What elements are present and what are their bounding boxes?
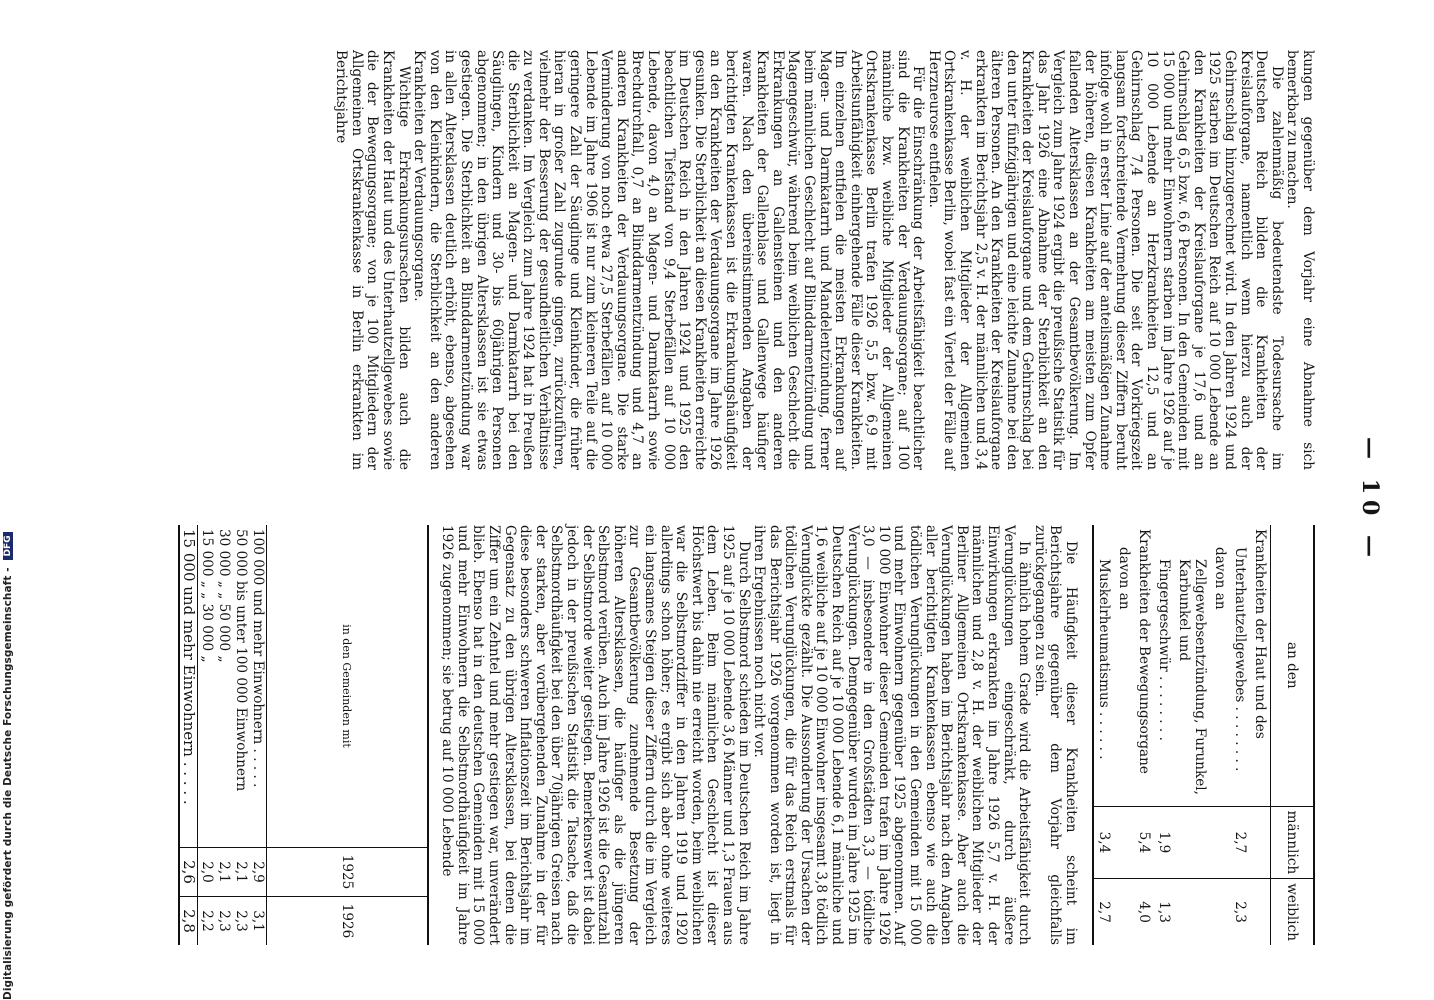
row-1925: 2,1 (215, 848, 232, 897)
row-male: 5,4 (1134, 806, 1154, 879)
table-row (197, 525, 215, 945)
row-female: 2,7 (1093, 879, 1114, 945)
table-row (1250, 525, 1271, 945)
table-row (1174, 525, 1210, 945)
table-row-total (179, 525, 198, 945)
table-row (1210, 525, 1230, 945)
dfg-logo: DFG (3, 532, 13, 559)
row-male (1210, 806, 1230, 879)
paragraph: Für die Einschränkung der Arbeitsfähigkeit beachtlicher sind die Krankheiten der Verdauungsorgane; auf 100 männliche bzw. weibliche Mitglieder der Allgemeinen Ortskrankenkasse Berlin trafen 1926 5,5 bzw. 6,9 mit Arbeitsunfähigkeit einhergehende Fälle dieser Krankheiten. Im einzelnen entfielen die meisten Erkrankungen auf Magen- und Darmkatarrh und Mandelentzündung, ferner beim männlichen Geschlecht auf Blinddarmentzündung und Magengeschwür, während beim weiblichen Geschlecht die Erkrankungen an Gallensteinen und den anderen Krankheiten der Gallenblase und Gallenwege häufiger waren. Nach den übereinstimmenden Angaben der berichtigten Krankenkassen ist die Erkrankungshäufigkeit an den Krankheiten der Verdauungsorgane im Jahre 1926 gesunken. Die Sterblichkeit an diesen Krankheiten erreichte im Deutschen Reich in den Jahren 1924 und 1925 den beachtlichen Tiefstand von 9,4 Sterbefällen auf 10 000 Lebende, davon 4,0 an Magen- und Darmkatarrh sowie Brechdurchfall, 0,7 an Blinddarmentzündung und 4,7 an anderen Krankheiten der Verdauungsorgane. Die starke Verminderung von noch etwa 27,5 Sterbefällen auf 10 000 Lebende im Jahre 1906 ist nur zum kleineren Teile auf die geringere Zahl der Säuglinge und Kleinkinder, die früher hieran in großer Zahl zugrunde gingen, zurückzuführen, vielmehr der Besserung der gesundheitlichen Verhältnisse zu verdanken. Im Vergleich zum Jahre 1924 hat in Preußen die Sterblichkeit an Magen- und Darmkatarrh bei den Säuglingen, Kindern und 30- bis 60jährigen Personen abgenommen; in den übrigen Altersklassen ist sie etwas gestiegen. Die Sterblichkeit an Blinddarmentzündung war in allen Altersklassen deutlich erhöht, ebenso, abgesehen von den Kleinkindern, die Sterblichkeit an den anderen Krankheiten der Verdauungsorgane. (411, 50, 927, 470)
row-label: 50 000 bis unter 100 000 Einwohnern (232, 529, 249, 792)
row-label: 15 000 „ „ 30 000 „ (198, 529, 215, 663)
row-1925: 2,6 (179, 848, 198, 897)
row-label: 100 000 und mehr Einwohnern . . . . . (249, 529, 266, 788)
row-label: davon an (1212, 547, 1228, 610)
row-1925: 2,0 (197, 848, 215, 897)
table-row (1154, 525, 1174, 945)
row-female (1174, 879, 1210, 945)
row-male (1250, 806, 1271, 879)
row-label: Zellgewebsentzündung, Furunkel, Karbunkel und (1176, 559, 1208, 795)
table-row (249, 525, 267, 945)
row-female (1114, 879, 1134, 945)
table-header-1925: 1925 (266, 848, 428, 897)
paragraph: kungen gegenüber dem Vorjahr eine Abnahme sich bemerkbar zu machen. (1284, 50, 1316, 470)
disease-table (1092, 525, 1315, 945)
row-label: davon an (1116, 547, 1132, 610)
row-male (1174, 806, 1210, 879)
row-label: Fingergeschwür . . . . . . . . (1156, 559, 1172, 741)
table-row (232, 525, 249, 945)
digitization-credit (2, 532, 14, 1000)
row-label: Krankheiten der Haut und des (1252, 529, 1268, 739)
left-column (333, 50, 1315, 470)
paragraph: Die zahlenmäßig bedeutendste Todesursache im Deutschen Reich bilden die Krankheiten der Kreislauforgane, namentlich wenn hierzu auch der Gehirnschlag hinzugerechnet wird. In den Jahren 1924 und 1925 starben im Deutschen Reich auf 10 000 Lebende an den Krankheiten der Kreislauforgane je 17,6 und an Gehirnschlag 6,5 bzw. 6,6 Personen. In den Gemeinden mit 15 000 und mehr Einwohnern starben im Jahre 1926 auf je 10 000 Lebende an Herzkrankheiten 12,5 und an Gehirnschlag 7,4 Personen. Die seit der Vorkriegszeit langsam fortschreitende Vermehrung dieser Ziffern beruht infolge wohl in erster Linie auf der anteilsmäßigen Zunahme der höheren, diesen Krankheiten am meisten zum Opfer fallenden Altersklassen an der Gesamtbevölkerung. Im Vergleich zum Jahre 1924 ergibt die preußische Statistik für das Jahr 1926 eine Abnahme der Sterblichkeit an den Krankheiten der Kreislauforgane und dem Gehirnschlag bei den unter fünfzigjährigen und eine leichte Zunahme bei den älteren Personen. An den Krankheiten der Kreislauforgane erkrankten im Berichtsjahr 2,5 v. H. der männlichen und 3,4 v. H. der weiblichen Mitglieder der Allgemeinen Ortskrankenkasse Berlin, wobei fast ein Viertel der Fälle auf Herzneurose entfielen. (925, 50, 1285, 470)
row-male (1114, 806, 1134, 879)
page-number: — 10 — (1357, 437, 1383, 563)
row-male: 3,4 (1093, 806, 1114, 879)
paragraph: Durch Selbstmord schieden im Deutschen Reich im Jahre 1925 auf je 10 000 Lebende 3,6 Männer und 1,3 Frauen aus dem Leben. Beim männlichen Geschlecht ist dieser Höchstwert bis dahin nie erreicht worden, beim weiblichen war die Selbstmordziffer in den Jahren 1919 und 1920 allerdings schon höher; es ergibt sich aber ohne weiteres ein langsames Steigen dieser Ziffern durch die im Vergleich zur Gesamtbevölkerung zunehmende Besetzung der höheren Altersklassen, die häufiger als die jüngeren Selbstmord verüben. Auch im Jahre 1926 ist die Gesamtzahl der Selbstmorde weiter gestiegen. Bemerkenswert ist dabei jedoch in der preußischen Statistik die Tatsache, daß die Selbstmordhäufigkeit bei den über 70jährigen Greisen nach der starken, aber vorübergehenden Zunahme in der für diese besonders schweren Inflationszeit im Berichtsjahr im Gegensatz zu den übrigen Altersklassen, bei denen die Ziffer um ein Zehntel und mehr gestiegen war, unverändert blieb. Ebenso hat in den deutschen Gemeinden mit 15 000 und mehr Einwohnern die Selbstmordhäufigkeit im Jahre 1926 zugenommen; sie betrug auf 10 000 Lebende (439, 525, 752, 945)
row-female: 1,3 (1154, 879, 1174, 945)
table-header-1926: 1926 (266, 897, 428, 946)
table-header-male: männlich (1271, 806, 1315, 879)
row-1926: 2,8 (179, 897, 198, 946)
row-1925: 2,9 (249, 848, 267, 897)
row-female (1250, 879, 1271, 945)
row-label: Unterhautzellgewebes . . . . . . . . (1232, 547, 1248, 772)
paragraph: In ähnlich hohem Grade wird die Arbeitsfähigkeit durch Verunglückungen eingeschränkt, durch äußere Einwirkungen erkrankten im Jahre 1926 5,7 v. H. der männlichen und 2,8 v. H. der weiblichen Mitglieder der Berliner Allgemeinen Ortskrankenkasse. Aber auch die Verunglückungen haben im Berichtsjahr nach den Angaben aller berichtigten Krankenkassen ebenso wie auch die tödlichen Verunglückungen in den Gemeinden mit 15 000 und mehr Einwohnern gegenüber 1925 abgenommen. Auf 10 000 Einwohner dieser Gemeinden trafen im Jahre 1926 3,0 — insbesondere in den Großstädten 3,3 — tödliche Verunglückungen. Demgegenüber wurden im Jahre 1925 im Deutschen Reich auf je 10 000 Lebende 6,1 männliche und 1,6 weibliche auf je 10 000 Einwohner insgesamt 3,8 tödlich Verunglückte gezählt. Die Aussonderung der Ursachen der tödlichen Verunglückungen, die für das Reich erstmals für das Berichtsjahr 1926 vorgenommen worden ist, liegt in ihren Ergebnissen noch nicht vor. (751, 525, 1033, 945)
row-male: 1,9 (1154, 806, 1174, 879)
table-row (1134, 525, 1154, 945)
right-column (178, 525, 1315, 945)
row-label: Muskelrheumatismus . . . . . . (1096, 559, 1112, 760)
row-label: 30 000 „ „ 50 000 „ (215, 529, 232, 663)
row-female: 4,0 (1134, 879, 1154, 945)
paragraph: Wichtige Erkrankungsursachen bilden auch die Krankheiten der Haut und des Unterhautzellgewebes sowie die der Bewegungsorgane; von je 100 Mitgliedern der Allgemeinen Ortskrankenkasse in Berlin erkrankten im Berichtsjahre (333, 50, 412, 470)
row-1926: 2,3 (215, 897, 232, 946)
table-header-label: an den (1271, 525, 1315, 806)
table-row (1230, 525, 1250, 945)
row-male: 2,7 (1230, 806, 1250, 879)
table-header-female: weiblich (1271, 879, 1315, 945)
row-1926: 2,2 (197, 897, 215, 946)
rotated-document (85, 25, 1385, 975)
table-row (1093, 525, 1114, 945)
paragraph: Die Häufigkeit dieser Krankheiten scheint im Berichtsjahre gegenüber dem Vorjahr gleichfalls zurückgegangen zu sein. (1031, 525, 1079, 945)
table-row (1114, 525, 1134, 945)
row-label: Krankheiten der Bewegungsorgane (1136, 529, 1152, 774)
row-1926: 2,3 (232, 897, 249, 946)
credit-text: Digitalisierung gefördert durch die Deutsche Forschungsgemeinschaft - (2, 567, 14, 1000)
row-label: 15 000 und mehr Einwohnern . . . . . (179, 525, 198, 848)
table-header-label: in den Gemeinden mit (266, 525, 428, 848)
row-female: 2,3 (1230, 879, 1250, 945)
row-1926: 3,1 (249, 897, 267, 946)
suicide-table (178, 525, 429, 945)
table-row (215, 525, 232, 945)
row-female (1210, 879, 1230, 945)
row-1925: 2,1 (232, 848, 249, 897)
